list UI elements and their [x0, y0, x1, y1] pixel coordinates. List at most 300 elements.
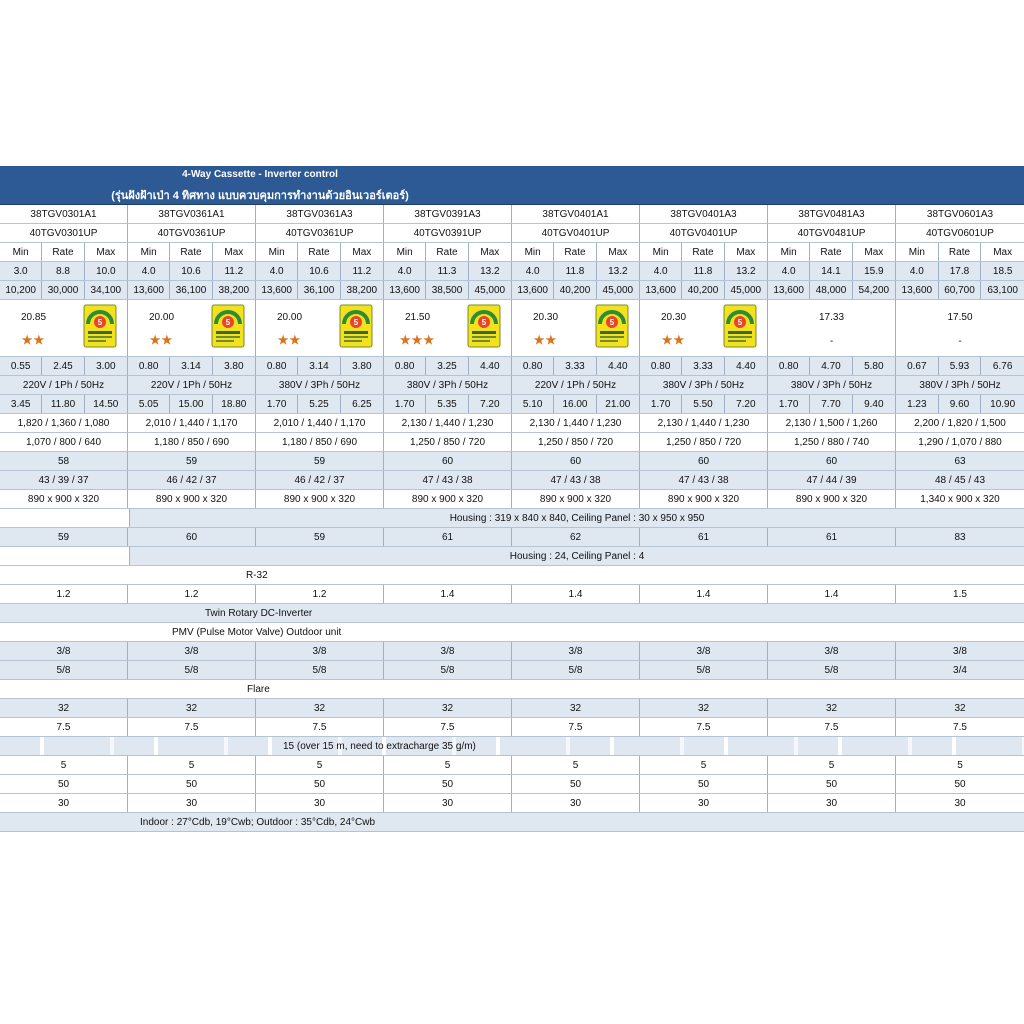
liquid-pipe-cell: 3/8 [0, 642, 128, 660]
row-5 [0, 756, 1024, 775]
power-supply-row [0, 376, 1024, 395]
energy-label-icon [723, 304, 757, 348]
energy-stars: ★★ [149, 333, 174, 347]
min-rate-max-header [768, 243, 896, 261]
energy-cell [256, 300, 384, 356]
compressor-row [0, 604, 1024, 623]
power-kw-value: 3.80 [352, 360, 372, 372]
current-value: 1.23 [896, 395, 939, 413]
svg-text:5: 5 [481, 318, 487, 327]
capacity-btu-group [896, 281, 1024, 299]
blank-cell [0, 509, 130, 527]
capacity-kw-value: 4.0 [896, 262, 939, 280]
energy-cell [512, 300, 640, 356]
min-rate-max-header [640, 243, 768, 261]
power-kw-group [128, 357, 256, 375]
power-kw-group [0, 357, 128, 375]
connection-row [0, 680, 1024, 699]
capacity-kw-value: 13.2 [736, 265, 756, 277]
capacity-kw-value: 11.8 [682, 262, 724, 280]
charge-cell: 1.4 [768, 585, 896, 603]
capacity-btu-value: 40,200 [554, 281, 596, 299]
header-max: Max [96, 246, 116, 258]
indoor-models-cell: 38TGV0401A3 [640, 205, 768, 223]
outdoor-noise-row [0, 452, 1024, 471]
capacity-btu-value: 13,600 [512, 281, 554, 299]
outdoor-noise-cell: 60 [512, 452, 640, 470]
airflow-2-cell: 1,250 / 850 / 720 [512, 433, 640, 451]
indoor-models-cell: 38TGV0481A3 [768, 205, 896, 223]
airflow-row-2 [0, 433, 1024, 452]
power-supply-cell: 380V / 3Ph / 50Hz [640, 376, 768, 394]
energy-label-icon [339, 304, 373, 348]
outdoor-models-cell: 40TGV0401UP [640, 224, 768, 242]
capacity-kw-value: 11.2 [224, 265, 244, 277]
energy-efficiency-value: 20.30 [532, 312, 559, 323]
outdoor-noise-cell: 63 [954, 455, 966, 467]
current-group [512, 395, 640, 413]
drain-row [0, 699, 1024, 718]
header-rate: Rate [939, 243, 982, 261]
power-supply-cell: 380V / 3Ph / 50Hz [256, 376, 384, 394]
gas-pipe-cell: 5/8 [128, 661, 256, 679]
row-30-cell: 30 [256, 794, 384, 812]
header-rate: Rate [810, 243, 852, 261]
row-50-cell: 50 [954, 778, 966, 790]
current-group [768, 395, 896, 413]
capacity-btu-value: 10,200 [0, 281, 42, 299]
energy-label-icon [595, 304, 629, 348]
outdoor-weight-cell: 59 [0, 528, 128, 546]
airflow-2-cell: 1,250 / 880 / 740 [768, 433, 896, 451]
current-value: 5.50 [682, 395, 724, 413]
capacity-kw-value: 18.5 [992, 265, 1013, 277]
outdoor-models-cell: 40TGV0601UP [926, 227, 994, 239]
outdoor-dim-cell: 890 x 900 x 320 [384, 490, 512, 508]
connection-type: Flare [247, 683, 270, 695]
capacity-btu-value: 13,600 [128, 281, 170, 299]
outdoor-dim-cell: 890 x 900 x 320 [768, 490, 896, 508]
header-rate: Rate [170, 243, 212, 261]
capacity-btu-value: 48,000 [810, 281, 852, 299]
max-length-1-cell: 7.5 [640, 718, 768, 736]
current-value: 7.20 [480, 398, 500, 410]
header-max: Max [224, 246, 244, 258]
energy-efficiency-value: 17.33 [818, 312, 845, 323]
airflow-row-1 [0, 414, 1024, 433]
power-kw-value: 3.14 [298, 357, 340, 375]
gas-pipe-row [0, 661, 1024, 680]
current-value: 11.80 [42, 395, 84, 413]
indoor-noise-cell: 46 / 42 / 37 [128, 471, 256, 489]
indoor-models-cell: 38TGV0391A3 [384, 205, 512, 223]
capacity-btu-value: 40,200 [682, 281, 724, 299]
outdoor-models-cell: 40TGV0361UP [256, 224, 384, 242]
energy-cell [0, 300, 128, 356]
max-length-1-cell: 7.5 [256, 718, 384, 736]
test-conditions: Indoor : 27°Cdb, 19°Cwb; Outdoor : 35°Cdb, 24°Cwb [140, 816, 376, 828]
header-min: Min [384, 243, 426, 261]
row-50 [0, 775, 1024, 794]
min-rate-max-header [256, 243, 384, 261]
capacity-kw-group [512, 262, 640, 280]
indoor-noise-cell: 47 / 44 / 39 [768, 471, 896, 489]
energy-cell [384, 300, 512, 356]
svg-text:5: 5 [225, 318, 231, 327]
liquid-pipe-cell: 3/8 [953, 645, 967, 657]
capacity-kw-value: 10.0 [96, 265, 116, 277]
current-value: 18.80 [221, 398, 247, 410]
drain-cell: 32 [954, 702, 966, 714]
indoor-models-cell: 38TGV0401A1 [512, 205, 640, 223]
current-group [640, 395, 768, 413]
liquid-pipe-row [0, 642, 1024, 661]
power-kw-value: 3.80 [224, 360, 244, 372]
capacity-btu-value: 38,200 [346, 284, 378, 296]
row-5-cell: 5 [768, 756, 896, 774]
indoor-noise-cell: 43 / 39 / 37 [0, 471, 128, 489]
current-row [0, 395, 1024, 414]
capacity-kw-value: 11.3 [426, 262, 468, 280]
capacity-kw-group [0, 262, 128, 280]
capacity-kw-value: 11.8 [554, 262, 596, 280]
outdoor-models-cell: 40TGV0391UP [384, 224, 512, 242]
power-kw-value: 5.93 [939, 357, 982, 375]
power-kw-value: 2.45 [42, 357, 84, 375]
outdoor-weight-cell: 62 [512, 528, 640, 546]
outdoor-models-cell: 40TGV0401UP [512, 224, 640, 242]
drain-cell: 32 [768, 699, 896, 717]
capacity-btu-value: 45,000 [474, 284, 506, 296]
current-group [256, 395, 384, 413]
capacity-btu-value: 38,200 [218, 284, 250, 296]
airflow-1-cell: 2,010 / 1,440 / 1,170 [256, 414, 384, 432]
indoor-noise-cell: 48 / 45 / 43 [934, 474, 986, 486]
power-kw-group [384, 357, 512, 375]
capacity-kw-value: 11.2 [352, 265, 372, 277]
max-length-row [0, 718, 1024, 737]
compressor-type: Twin Rotary DC-Inverter [205, 607, 313, 619]
min-rate-max-header-row [0, 243, 1024, 262]
header-rate: Rate [42, 243, 84, 261]
current-value: 5.05 [128, 395, 170, 413]
gas-pipe-cell: 5/8 [512, 661, 640, 679]
power-kw-group [896, 357, 1024, 375]
table-subtitle: (รุ่นฝังฝ้าเป่า 4 ทิศทาง แบบควบคุมการทำงานด้วยอินเวอร์เตอร์) [111, 190, 409, 202]
capacity-btu-value: 45,000 [730, 284, 762, 296]
header-max: Max [480, 246, 500, 258]
energy-cell [128, 300, 256, 356]
gas-pipe-cell: 5/8 [0, 661, 128, 679]
indoor-noise-row [0, 471, 1024, 490]
power-supply-cell: 220V / 1Ph / 50Hz [512, 376, 640, 394]
max-length-1-cell: 7.5 [128, 718, 256, 736]
outdoor-noise-cell: 60 [768, 452, 896, 470]
row-30-cell: 30 [0, 794, 128, 812]
min-rate-max-header [512, 243, 640, 261]
row-50-cell: 50 [128, 775, 256, 793]
outdoor-dim-cell: 890 x 900 x 320 [128, 490, 256, 508]
capacity-kw-value: 4.0 [640, 262, 682, 280]
outdoor-weight-cell: 60 [128, 528, 256, 546]
capacity-btu-value: 45,000 [602, 284, 634, 296]
row-30-cell: 30 [384, 794, 512, 812]
header-rate: Rate [298, 243, 340, 261]
energy-efficiency-value: 21.50 [404, 312, 431, 323]
capacity-kw-value: 14.1 [810, 262, 852, 280]
current-value: 1.70 [384, 395, 426, 413]
svg-text:5: 5 [353, 318, 359, 327]
max-length-1-cell: 7.5 [953, 721, 967, 733]
indoor-models-cell: 38TGV0361A1 [128, 205, 256, 223]
airflow-1-cell: 2,010 / 1,440 / 1,170 [128, 414, 256, 432]
power-supply-cell: 380V / 3Ph / 50Hz [919, 379, 1001, 391]
current-value: 3.45 [0, 395, 42, 413]
outdoor-noise-cell: 59 [128, 452, 256, 470]
refrigerant-row [0, 566, 1024, 585]
capacity-kw-group [640, 262, 768, 280]
indoor-noise-cell: 46 / 42 / 37 [256, 471, 384, 489]
gas-pipe-cell: 5/8 [256, 661, 384, 679]
row-5-cell: 5 [512, 756, 640, 774]
energy-label-icon [83, 304, 117, 348]
header-min: Min [768, 243, 810, 261]
capacity-kw-value: 4.0 [384, 262, 426, 280]
outdoor-dim-cell: 890 x 900 x 320 [640, 490, 768, 508]
charge-cell: 1.2 [128, 585, 256, 603]
energy-efficiency-value: 17.50 [947, 312, 973, 323]
airflow-1-cell: 2,130 / 1,440 / 1,230 [640, 414, 768, 432]
row-30 [0, 794, 1024, 813]
capacity-btu-value: 60,700 [939, 281, 982, 299]
current-group [0, 395, 128, 413]
power-kw-value: 4.40 [480, 360, 500, 372]
airflow-2-cell: 1,250 / 850 / 720 [384, 433, 512, 451]
capacity-kw-group [128, 262, 256, 280]
indoor-models-cell: 38TGV0301A1 [0, 205, 128, 223]
header-min: Min [896, 243, 939, 261]
energy-efficiency-value: 20.00 [148, 312, 175, 323]
charge-cell: 1.2 [0, 585, 128, 603]
current-value: 1.70 [768, 395, 810, 413]
current-value: 21.00 [605, 398, 631, 410]
header-max: Max [864, 246, 884, 258]
charge-cell: 1.4 [512, 585, 640, 603]
power-kw-value: 3.25 [426, 357, 468, 375]
min-rate-max-header [896, 243, 1024, 261]
gas-pipe-cell: 5/8 [384, 661, 512, 679]
power-supply-cell: 380V / 3Ph / 50Hz [768, 376, 896, 394]
current-value: 15.00 [170, 395, 212, 413]
capacity-kw-value: 4.0 [512, 262, 554, 280]
outdoor-noise-cell: 60 [640, 452, 768, 470]
pipe-length-note-row [0, 737, 1024, 756]
capacity-btu-value: 13,600 [256, 281, 298, 299]
liquid-pipe-cell: 3/8 [256, 642, 384, 660]
blank-cell [0, 547, 130, 565]
airflow-1-cell: 2,130 / 1,440 / 1,230 [512, 414, 640, 432]
power-supply-cell: 380V / 3Ph / 50Hz [384, 376, 512, 394]
airflow-2-cell: 1,180 / 850 / 690 [128, 433, 256, 451]
outdoor-models-cell: 40TGV0361UP [128, 224, 256, 242]
max-length-1-cell: 7.5 [0, 718, 128, 736]
airflow-1-cell: 2,130 / 1,440 / 1,230 [384, 414, 512, 432]
current-value: 16.00 [554, 395, 596, 413]
row-5-cell: 5 [0, 756, 128, 774]
table-title: 4-Way Cassette - Inverter control [182, 169, 338, 180]
row-50-cell: 50 [512, 775, 640, 793]
max-length-1-cell: 7.5 [384, 718, 512, 736]
gas-pipe-cell: 3/4 [953, 664, 967, 676]
outdoor-dim-cell: 1,340 x 900 x 320 [920, 493, 1000, 505]
header-rate: Rate [682, 243, 724, 261]
power-kw-value: 0.80 [640, 357, 682, 375]
airflow-2-cell: 1,070 / 800 / 640 [0, 433, 128, 451]
current-value: 14.50 [93, 398, 119, 410]
refrigerant-charge-row [0, 585, 1024, 604]
power-kw-value: 0.80 [128, 357, 170, 375]
capacity-kw-group [768, 262, 896, 280]
current-value: 1.70 [256, 395, 298, 413]
capacity-btu-value: 13,600 [384, 281, 426, 299]
current-value: 5.25 [298, 395, 340, 413]
outdoor-noise-cell: 59 [256, 452, 384, 470]
row-5-cell: 5 [256, 756, 384, 774]
capacity-kw-value: 15.9 [864, 265, 884, 277]
indoor-dimension-row [0, 509, 1024, 528]
outdoor-weight-cell: 61 [640, 528, 768, 546]
energy-cell [640, 300, 768, 356]
header-min: Min [512, 243, 554, 261]
energy-dash: - [829, 336, 834, 347]
power-input-row [0, 357, 1024, 376]
capacity-kw-value: 10.6 [298, 262, 340, 280]
energy-efficiency-value: 20.30 [660, 312, 687, 323]
capacity-btu-group [0, 281, 128, 299]
power-kw-value: 0.67 [896, 357, 939, 375]
row-5-cell: 5 [640, 756, 768, 774]
current-value: 9.40 [864, 398, 884, 410]
capacity-kw-value: 13.2 [608, 265, 628, 277]
outdoor-weight-cell: 61 [384, 528, 512, 546]
table-banner [0, 166, 1024, 205]
capacity-btu-value: 13,600 [896, 281, 939, 299]
row-30-cell: 30 [640, 794, 768, 812]
power-kw-group [512, 357, 640, 375]
outdoor-dim-cell: 890 x 900 x 320 [0, 490, 128, 508]
drain-cell: 32 [0, 699, 128, 717]
charge-cell: 1.4 [640, 585, 768, 603]
current-value: 5.10 [512, 395, 554, 413]
energy-stars: ★★ [533, 333, 558, 347]
indoor-models-cell: 38TGV0601A3 [926, 208, 994, 220]
power-kw-value: 0.80 [768, 357, 810, 375]
power-kw-group [640, 357, 768, 375]
current-value: 9.60 [939, 395, 982, 413]
expansion-row [0, 623, 1024, 642]
capacity-btu-value: 30,000 [42, 281, 84, 299]
power-kw-value: 3.33 [682, 357, 724, 375]
power-kw-value: 0.80 [384, 357, 426, 375]
energy-stars: ★★ [21, 333, 46, 347]
header-rate: Rate [426, 243, 468, 261]
current-group [896, 395, 1024, 413]
power-kw-group [256, 357, 384, 375]
outdoor-model-row [0, 224, 1024, 243]
power-kw-value: 5.80 [864, 360, 884, 372]
energy-cell [768, 300, 896, 356]
current-value: 5.35 [426, 395, 468, 413]
indoor-noise-cell: 47 / 43 / 38 [384, 471, 512, 489]
power-kw-value: 0.80 [512, 357, 554, 375]
test-conditions-row [0, 813, 1024, 832]
current-group [384, 395, 512, 413]
energy-efficiency-value: 20.00 [276, 312, 303, 323]
capacity-kw-group [384, 262, 512, 280]
energy-label-icon [467, 304, 501, 348]
min-rate-max-header [128, 243, 256, 261]
pipe-length-note: 15 (over 15 m, need to extracharge 35 g/m) [283, 740, 476, 752]
energy-efficiency-value: 20.85 [20, 312, 47, 323]
capacity-btu-value: 13,600 [768, 281, 810, 299]
airflow-2-cell: 1,290 / 1,070 / 880 [918, 436, 1002, 448]
energy-stars: ★★ [277, 333, 302, 347]
capacity-btu-value: 36,100 [298, 281, 340, 299]
power-kw-value: 0.80 [256, 357, 298, 375]
row-5-cell: 5 [957, 759, 963, 771]
airflow-1-cell: 1,820 / 1,360 / 1,080 [0, 414, 128, 432]
row-50-cell: 50 [0, 775, 128, 793]
power-supply-cell: 220V / 1Ph / 50Hz [128, 376, 256, 394]
power-kw-value: 3.00 [96, 360, 116, 372]
drain-cell: 32 [256, 699, 384, 717]
current-group [128, 395, 256, 413]
charge-cell: 1.4 [384, 585, 512, 603]
header-max: Max [608, 246, 628, 258]
header-min: Min [256, 243, 298, 261]
capacity-btu-value: 34,100 [90, 284, 122, 296]
capacity-kw-group [256, 262, 384, 280]
indoor-model-row [0, 205, 1024, 224]
power-kw-value: 3.14 [170, 357, 212, 375]
charge-cell: 1.2 [256, 585, 384, 603]
power-kw-value: 4.40 [736, 360, 756, 372]
gas-pipe-cell: 5/8 [768, 661, 896, 679]
indoor-noise-cell: 47 / 43 / 38 [640, 471, 768, 489]
header-max: Max [352, 246, 372, 258]
capacity-btu-value: 38,500 [426, 281, 468, 299]
row-30-cell: 30 [128, 794, 256, 812]
capacity-btu-group [256, 281, 384, 299]
outdoor-dim-cell: 890 x 900 x 320 [512, 490, 640, 508]
power-kw-value: 4.70 [810, 357, 852, 375]
liquid-pipe-cell: 3/8 [384, 642, 512, 660]
drain-cell: 32 [640, 699, 768, 717]
header-max: Max [736, 246, 756, 258]
power-kw-value: 3.33 [554, 357, 596, 375]
energy-efficiency-row [0, 300, 1024, 357]
svg-text:5: 5 [609, 318, 615, 327]
outdoor-weight-cell: 59 [256, 528, 384, 546]
current-value: 6.25 [352, 398, 372, 410]
current-value: 7.20 [736, 398, 756, 410]
indoor-dimension: Housing : 319 x 840 x 840, Ceiling Panel : 30 x 950 x 950 [130, 509, 1024, 527]
refrigerant: R-32 [246, 569, 268, 581]
gas-pipe-cell: 5/8 [640, 661, 768, 679]
capacity-kw-row [0, 262, 1024, 281]
outdoor-weight-row [0, 528, 1024, 547]
svg-text:5: 5 [97, 318, 103, 327]
